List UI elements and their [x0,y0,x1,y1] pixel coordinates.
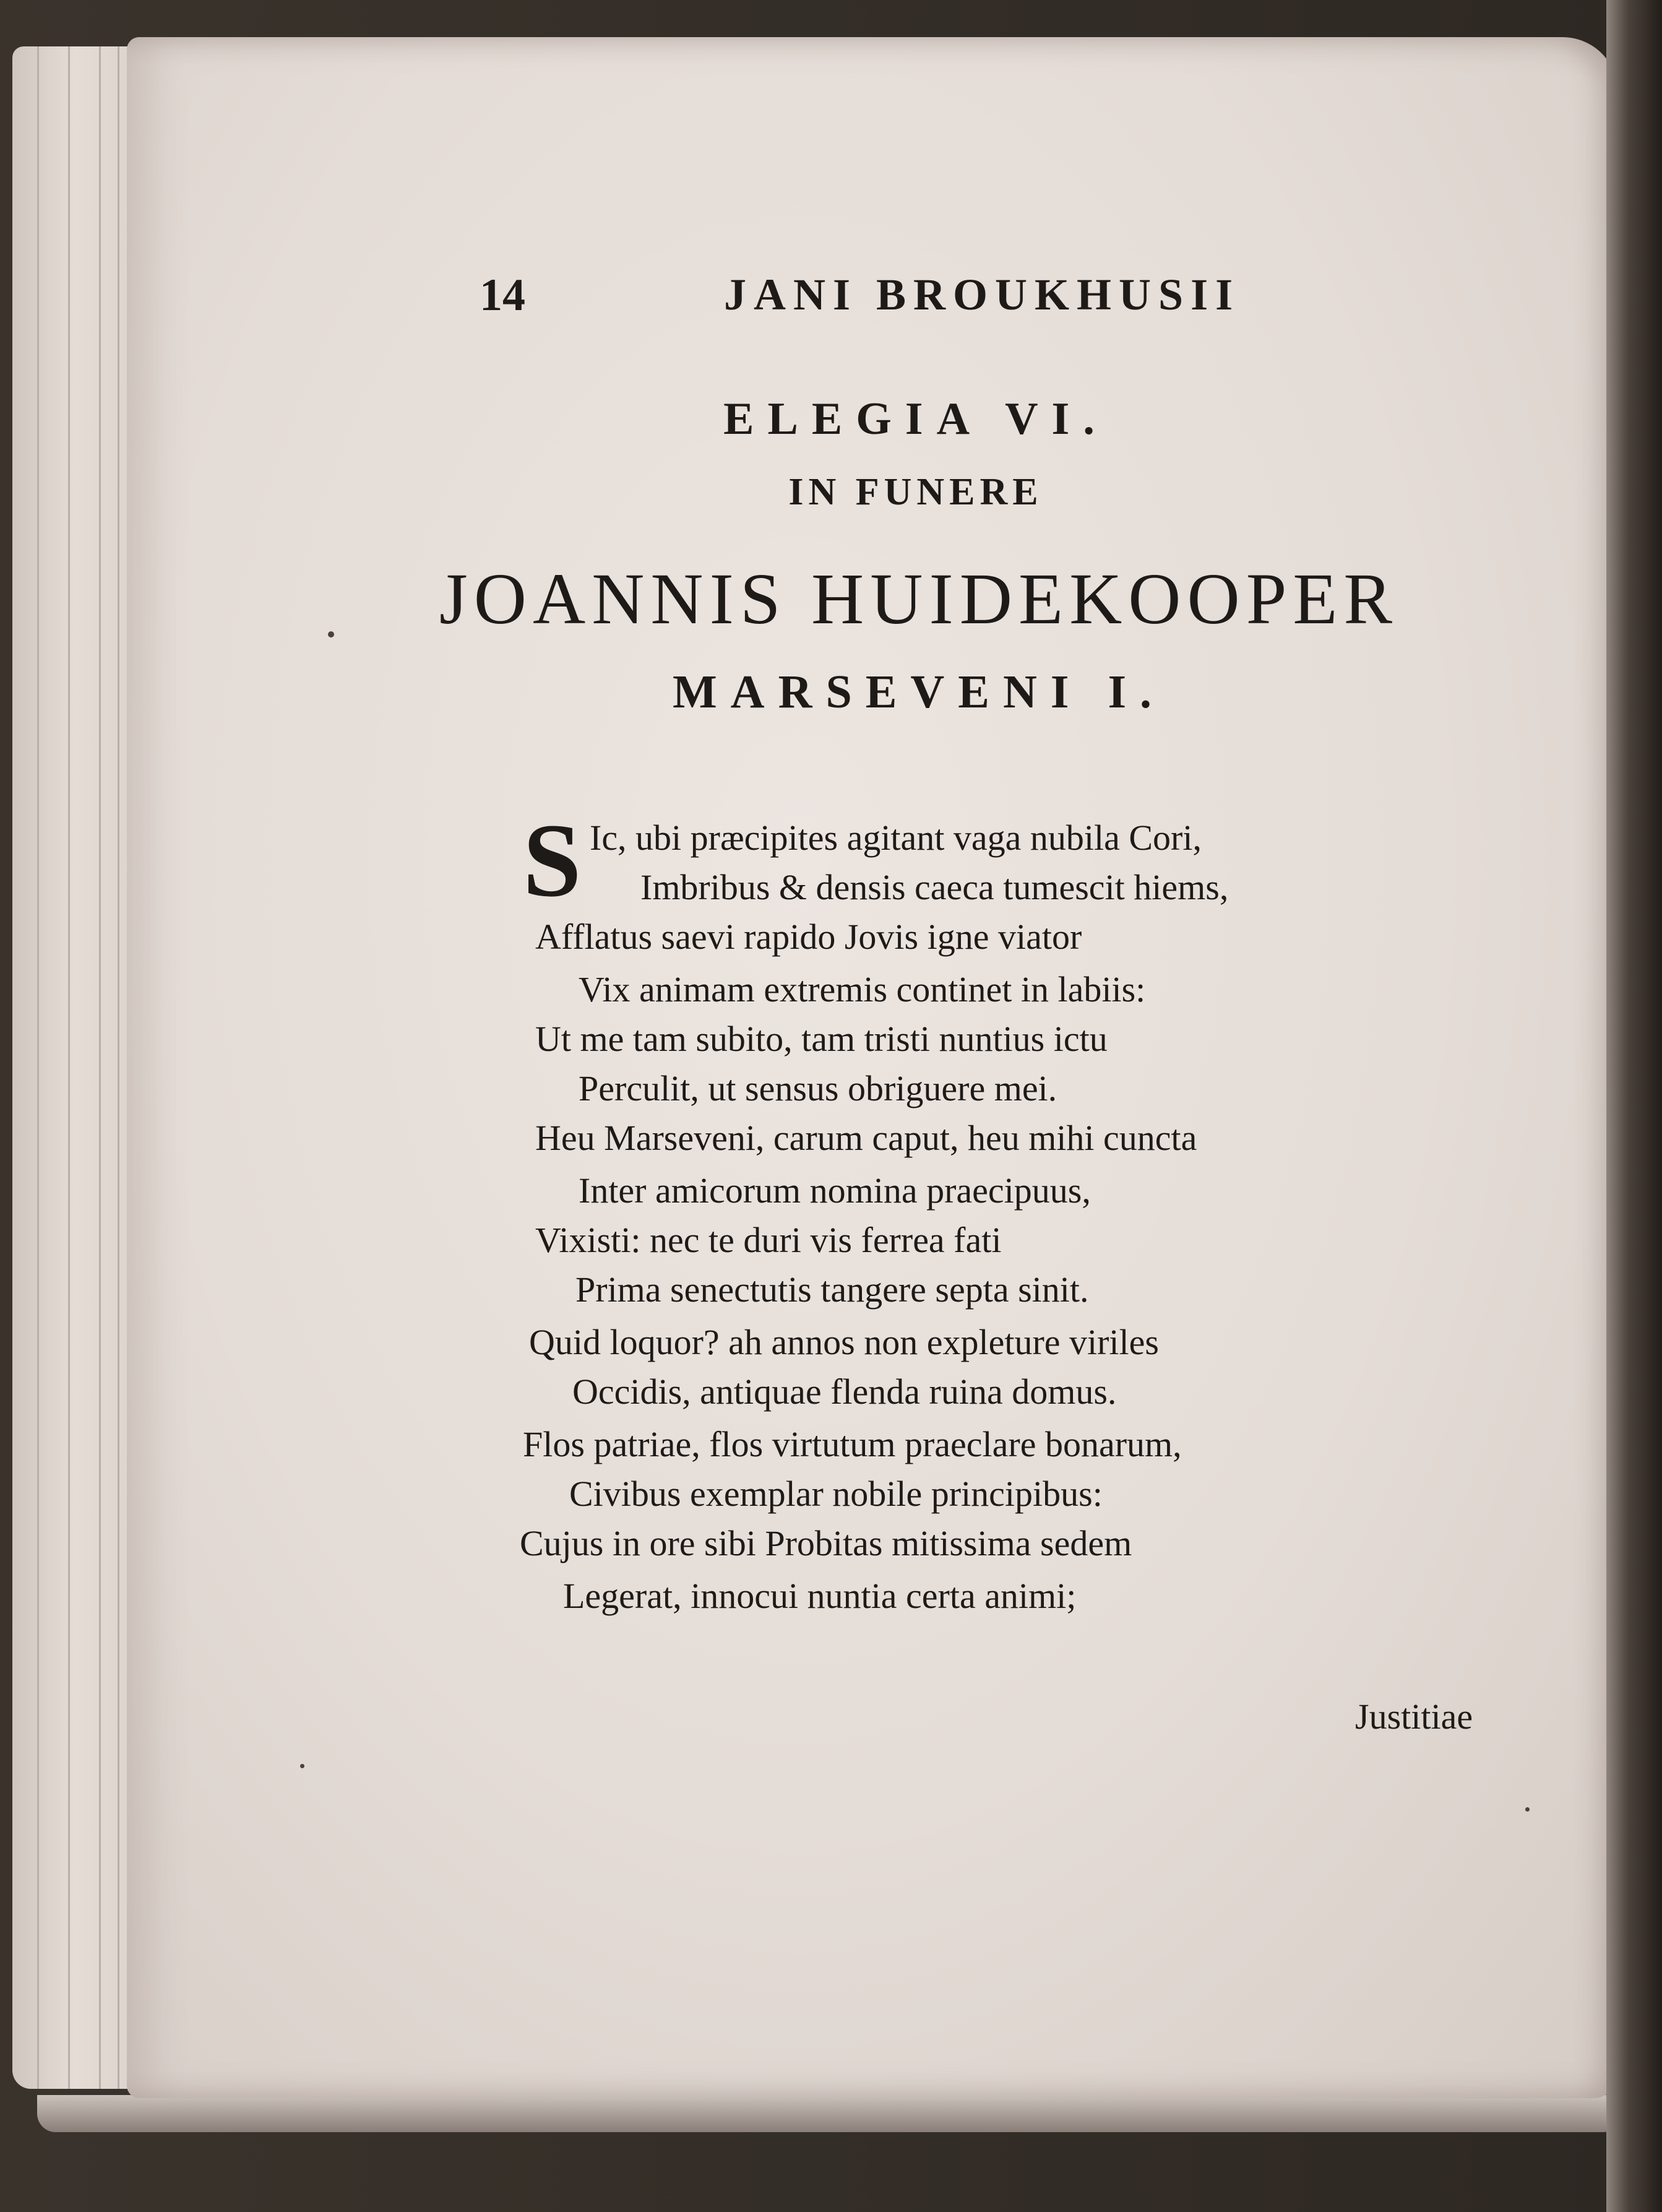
verse-line: Ut me tam subito, tam tristi nuntius ictu [535,1019,1108,1059]
dedicatee-name: JOANNIS HUIDEKOOPER [439,558,1399,639]
verse-line: Vixisti: nec te duri vis ferrea fati [535,1220,1002,1260]
verse-line-1: Ic, ubi præcipites agitant vaga nubila Cori, [590,818,1202,858]
catchword: Justitiae [1355,1696,1473,1737]
dedicatee-place: MARSEVENI I. [672,666,1166,718]
leaf-line [37,46,39,2089]
verse-line: Civibus exemplar nobile principibus: [569,1474,1103,1514]
verse-line: Vix animam extremis continet in labiis: [579,969,1146,1009]
verse-line: Afflatus saevi rapido Jovis igne viator [535,917,1082,957]
verse-line: Quid loquor? ah annos non expleture viriles [529,1322,1159,1362]
occasion-heading: IN FUNERE [788,471,1043,513]
drop-cap: S [523,802,582,918]
verse-line: Legerat, innocui nuntia certa animi; [563,1576,1077,1616]
paper-speck [1525,1807,1530,1812]
book-binding-shadow [1606,0,1662,2212]
elegy-number: ELEGIA VI. [723,394,1108,444]
page-bottom-edge [37,2095,1621,2132]
leaf-line [68,46,70,2089]
page-number: 14 [480,270,525,321]
running-head: JANI BROUKHUSII [724,270,1241,319]
verse-line: Heu Marseveni, carum caput, heu mihi cuncta [535,1118,1197,1158]
leaf-line [118,46,119,2089]
verse-line: Inter amicorum nomina praecipuus, [579,1170,1091,1211]
leaf-line [99,46,101,2089]
book-page [127,37,1618,2098]
verse-line: Prima senectutis tangere septa sinit. [575,1269,1089,1310]
verse-line: Cujus in ore sibi Probitas mitissima sedem [520,1523,1132,1563]
verse-line: Imbribus & densis caeca tumescit hiems, [640,867,1229,907]
paper-speck [328,631,334,637]
verse-line: Occidis, antiquae flenda ruina domus. [572,1372,1117,1412]
verse-line: Flos patriae, flos virtutum praeclare bonarum, [523,1424,1182,1464]
verse-line: Perculit, ut sensus obriguere mei. [579,1068,1057,1108]
paper-speck [300,1764,304,1768]
